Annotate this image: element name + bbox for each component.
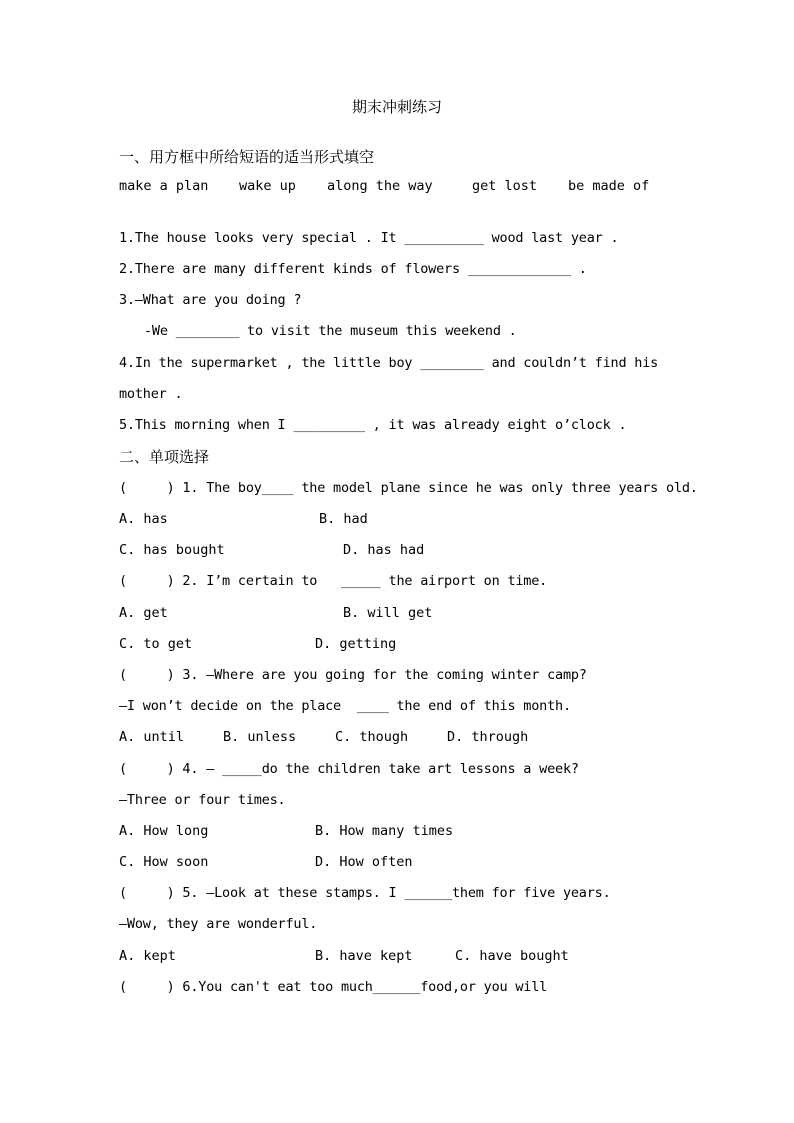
phrase: be made of: [568, 178, 650, 194]
option: B. How many times: [315, 823, 454, 839]
option: C. has bought: [119, 542, 225, 558]
fill-item: 2.There are many different kinds of flowers _____________ .: [119, 261, 587, 277]
fill-item: 5.This morning when I _________ , it was already eight o’clock .: [119, 417, 627, 433]
question-reply: —I won’t decide on the place ____ the end of this month.: [119, 698, 571, 714]
option: C. How soon: [119, 854, 209, 870]
phrase: get lost: [472, 178, 538, 194]
section2-heading: 二、单项选择: [119, 448, 210, 466]
question-stem: ( ) 4. — _____do the children take art lessons a week?: [119, 761, 579, 777]
question-stem: ( ) 3. —Where are you going for the coming winter camp?: [119, 667, 587, 683]
fill-item: mother .: [119, 386, 183, 402]
fill-item: -We ________ to visit the museum this weekend .: [144, 323, 517, 339]
fill-item: 3.–What are you doing ?: [119, 292, 302, 308]
option: A. get: [119, 605, 168, 621]
option: B. had: [319, 511, 368, 527]
option: B. unless: [223, 729, 297, 745]
option: B. have kept: [315, 948, 413, 964]
option: D. through: [447, 729, 529, 745]
option: D. getting: [315, 636, 397, 652]
option: D. How often: [315, 854, 413, 870]
section1-heading: 一、用方框中所给短语的适当形式填空: [119, 148, 375, 166]
question-reply: —Wow, they are wonderful.: [119, 916, 318, 932]
option: C. have bought: [455, 948, 569, 964]
option: A. has: [119, 511, 168, 527]
page-title: 期末冲刺练习: [351, 98, 442, 116]
phrase: make a plan: [119, 178, 209, 194]
option: A. kept: [119, 948, 176, 964]
option: C. to get: [119, 636, 193, 652]
question-stem: ( ) 1. The boy____ the model plane since he was only three years old.: [119, 480, 698, 496]
phrase: along the way: [327, 178, 433, 194]
option: C. though: [335, 729, 409, 745]
option: A. How long: [119, 823, 209, 839]
option: B. will get: [343, 605, 433, 621]
question-stem: ( ) 6.You can't eat too much______food,or you will: [119, 979, 548, 995]
fill-item: 1.The house looks very special . It __________ wood last year .: [119, 230, 619, 246]
option: D. has had: [343, 542, 425, 558]
question-stem: ( ) 5. —Look at these stamps. I ______them for five years.: [119, 885, 611, 901]
question-stem: ( ) 2. I’m certain to _____ the airport on time.: [119, 573, 548, 589]
option: A. until: [119, 729, 185, 745]
question-reply: —Three or four times.: [119, 792, 286, 808]
fill-item: 4.In the supermarket , the little boy ________ and couldn’t find his: [119, 355, 659, 371]
phrase: wake up: [239, 178, 296, 194]
